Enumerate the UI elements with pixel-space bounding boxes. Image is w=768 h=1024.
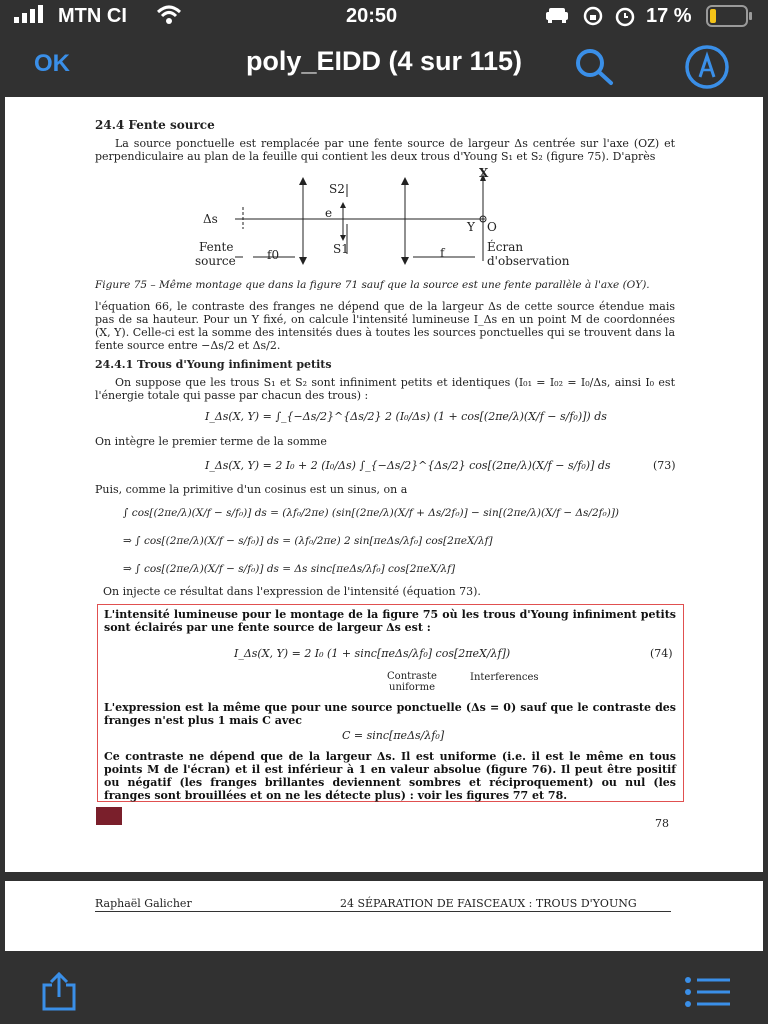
- s1-label: S1: [333, 242, 349, 256]
- nav-bar: [0, 34, 768, 96]
- figure-caption: Figure 75 – Même montage que dans la figure 71 sauf que la source est une fente parallèle à l'axe (OY).: [95, 279, 650, 291]
- fente-label: Fente: [199, 240, 234, 254]
- footer-author: Raphaël Galicher: [95, 897, 192, 910]
- pdf-page: [5, 97, 763, 872]
- brace-interferences: Interferences: [470, 672, 539, 683]
- ecran-label: Écran: [487, 240, 524, 254]
- signal-icon: [14, 4, 50, 30]
- search-icon[interactable]: [572, 46, 616, 91]
- equation-74: I_Δs(X, Y) = 2 I₀ (1 + sinc[πeΔs/λf₀] cos[2πeX/λf]): [234, 647, 511, 660]
- share-icon[interactable]: [38, 971, 80, 1015]
- equation-integral-3: ⇒ ∫ cos[(2πe/λ)(X/f − s/f₀)] ds = Δs sinc[πeΔs/λf₀] cos[2πeX/λf]: [123, 563, 456, 575]
- battery-percent: 17 %: [646, 5, 692, 27]
- wifi-icon: [156, 5, 182, 31]
- paragraph-injecte: On injecte ce résultat dans l'expression de l'intensité (équation 73).: [103, 585, 481, 598]
- status-bar: [0, 0, 768, 34]
- alarm-icon: [614, 5, 636, 33]
- box-paragraph-1: L'intensité lumineuse pour le montage de la figure 75 où les trous d'Young infiniment petits sont éclairés par une fente source de largeur Δs est :: [104, 608, 676, 634]
- section-title: 24.4 Fente source: [95, 118, 215, 132]
- footer-chapter: 24 SÉPARATION DE FAISCEAUX : TROUS D'YOUNG: [340, 897, 637, 910]
- ds-label: Δs: [203, 212, 218, 226]
- result-box: [97, 604, 684, 802]
- outline-list-icon[interactable]: [684, 975, 732, 1013]
- figure-75-diagram: [195, 166, 615, 279]
- document-title: poly_EIDD (4 sur 115): [245, 46, 523, 76]
- paragraph-contraste: l'équation 66, le contraste des franges ne dépend que de la largeur Δs de cette source étendue mais pas de sa hauteur. Pour un Y fixé, on calcule l'intensité lumineuse I_Δs en un point M de coordonnées (X, Y). Celle-ci est la somme des intensités dues à toutes les sources ponctuelles qui se trouvent dans la fente source entre −Δs/2 et Δs/2.: [95, 300, 675, 352]
- equation-73: I_Δs(X, Y) = 2 I₀ + 2 (I₀/Δs) ∫_{−Δs/2}^{Δs/2} cos[(2πe/λ)(X/f − s/f₀)] ds: [205, 459, 611, 472]
- markup-icon[interactable]: [684, 45, 730, 94]
- o-label: O: [487, 220, 497, 234]
- university-logo: [96, 807, 122, 825]
- pdf-page-next: [5, 881, 763, 951]
- subsection-title: 24.4.1 Trous d'Young infiniment petits: [95, 358, 332, 371]
- f-label: f: [440, 246, 445, 260]
- box-paragraph-2: L'expression est la même que pour une source ponctuelle (Δs = 0) sauf que le contraste des franges n'est plus 1 mais C avec: [104, 701, 676, 727]
- intro-paragraph: La source ponctuelle est remplacée par une fente source de largeur Δs centrée sur l'axe (OZ) et perpendiculaire au plan de la feuille qui contient les deux trous d'Young S₁ et S₂ (figure 75). D'après: [95, 137, 675, 163]
- box-paragraph-3: Ce contraste ne dépend que de la largeur Δs. Il est uniforme (i.e. il est le même en tous points M de l'écran) et il est inférieur à 1 en valeur absolue (figure 76). Il peut être positif ou négatif (les franges brillantes deviennent sombres et réciproquement) ou nul (les franges sont brouillées et on ne les détecte plus) : voir les figures 77 et 78.: [104, 750, 676, 802]
- axis-x-label: X: [479, 166, 489, 180]
- y-label: Y: [467, 220, 475, 234]
- car-icon: [544, 6, 570, 30]
- lock-rotation-icon: [583, 6, 603, 32]
- carrier-label: MTN CI: [58, 5, 127, 27]
- battery-icon: [706, 5, 754, 33]
- source-label: source: [195, 254, 236, 268]
- equation-intensity: I_Δs(X, Y) = ∫_{−Δs/2}^{Δs/2} 2 (I₀/Δs) (1 + cos[(2πe/λ)(X/f − s/f₀)]) ds: [205, 410, 607, 423]
- equation-contrast: C = sinc[πeΔs/λf₀]: [342, 729, 445, 742]
- page-number: 78: [655, 817, 669, 830]
- clock-time: 20:50: [346, 5, 398, 27]
- equation-74-number: (74): [650, 647, 673, 660]
- equation-73-number: (73): [653, 459, 676, 472]
- ok-button[interactable]: OK: [34, 50, 70, 77]
- s2-label: S2: [329, 182, 345, 196]
- equation-integral-1: ∫ cos[(2πe/λ)(X/f − s/f₀)] ds = (λf₀/2πe) (sin[(2πe/λ)(X/f + Δs/2f₀)] − sin[(2πe/λ)(X/f − Δs/2f₀)]): [123, 507, 620, 519]
- paragraph-hypothese: On suppose que les trous S₁ et S₂ sont infiniment petits et identiques (I₀₁ = I₀₂ = I₀/Δs, ainsi I₀ est l'énergie totale qui passe par chacun des trous) :: [95, 376, 675, 402]
- footer-rule: [95, 911, 671, 912]
- bottom-toolbar: [0, 951, 768, 1024]
- paragraph-primitive: Puis, comme la primitive d'un cosinus est un sinus, on a: [95, 483, 408, 496]
- equation-integral-2: ⇒ ∫ cos[(2πe/λ)(X/f − s/f₀)] ds = (λf₀/2πe) 2 sin[πeΔs/λf₀] cos[2πeX/λf]: [123, 535, 493, 547]
- f0-label: f0: [267, 248, 280, 262]
- e-label: e: [325, 206, 333, 220]
- brace-contraste: Contraste uniforme: [387, 671, 437, 693]
- observation-label: d'observation: [487, 254, 570, 268]
- paragraph-integre: On intègre le premier terme de la somme: [95, 435, 327, 448]
